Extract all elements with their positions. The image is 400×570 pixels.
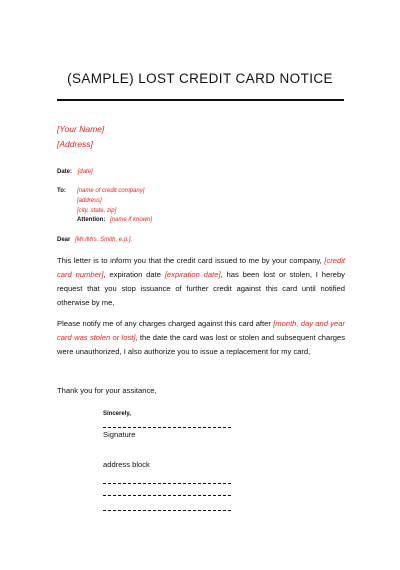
sender-name: [Your Name] — [57, 124, 105, 134]
recipient-address: [address] — [77, 198, 102, 204]
title-divider — [57, 99, 344, 101]
address-block-label: address block — [103, 460, 150, 469]
salutation-value: [Mr./Mrs. Smith, e.p.], — [75, 237, 133, 243]
salutation-label: Dear — [57, 237, 71, 243]
date-label: Date: — [57, 169, 73, 175]
recipient-company: [name of credit company] — [77, 188, 145, 194]
salutation — [57, 237, 132, 243]
recipient-city-state-zip: [city, state, zip] — [77, 208, 117, 214]
attention-value: [name if known] — [110, 217, 153, 223]
closing-line: Thank you for your assitance, — [57, 386, 157, 395]
attention-line — [77, 217, 152, 223]
signature-rule — [103, 427, 231, 428]
date-value: [date] — [77, 169, 93, 175]
expiration-date-placeholder: [expiration date] — [164, 270, 221, 280]
paragraph-notice: This letter is to inform you that the credit card issued to me by your company, [credit card number], expiration date [expiration date], has been lost or stolen, I hereby request that you stop issuance of further credit against this card until notified otherwise by me, — [57, 256, 345, 308]
to-label: To: — [57, 188, 66, 194]
loss-date-placeholder: [month, day and year card was stolen or lost] — [57, 319, 346, 343]
credit-card-number-placeholder: [credit card number] — [57, 256, 345, 280]
address-rule-1 — [103, 483, 231, 484]
signature-label: Signature — [103, 430, 136, 439]
date-line — [57, 169, 93, 175]
page-title: (SAMPLE) LOST CREDIT CARD NOTICE — [67, 71, 333, 86]
attention-label: Attention: — [77, 217, 106, 223]
paragraph-charges: Please notify me of any charges charged against this card after [month, day and year card was stolen or lost], the date the card was lost or stolen and subsequent charges were unauthorized, I also authorize you to issue a replacement for my card, — [57, 319, 346, 357]
address-rule-2 — [103, 495, 231, 496]
sincerely-text: Sincerely, — [103, 411, 131, 417]
address-rule-3 — [103, 510, 231, 511]
sender-address: [Address] — [57, 139, 93, 149]
